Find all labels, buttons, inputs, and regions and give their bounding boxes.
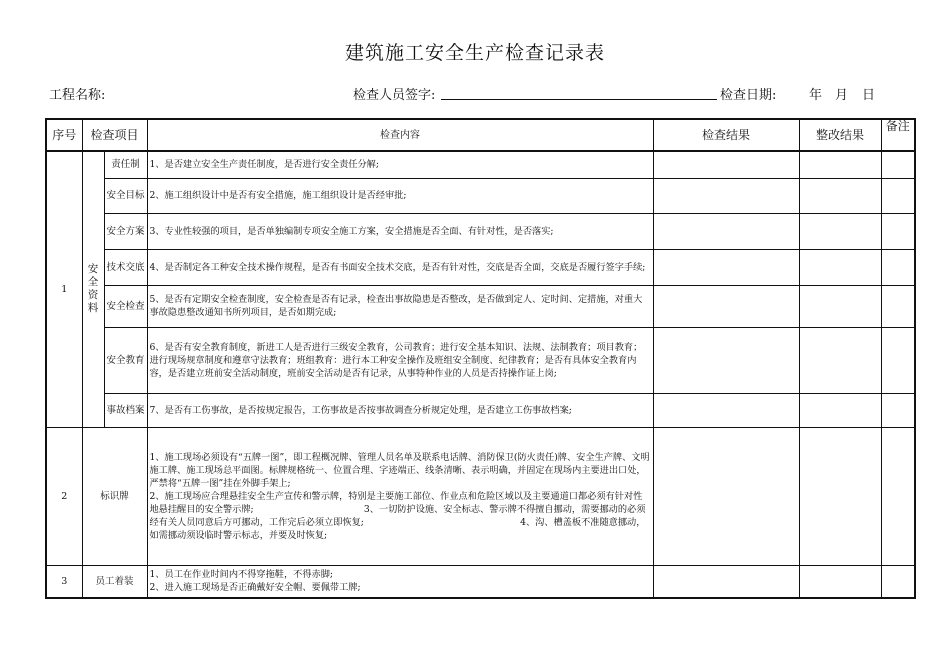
- date-month-label: 月: [835, 88, 849, 103]
- note-cell[interactable]: [881, 151, 915, 178]
- header-result: 检查结果: [653, 119, 799, 151]
- rectify-cell[interactable]: [799, 213, 881, 249]
- section2-item: 标识牌: [82, 427, 147, 565]
- sub-item-label: 安全方案: [104, 213, 147, 249]
- sub-item-label: 安全目标: [104, 178, 147, 213]
- table-row: [46, 249, 915, 285]
- table-row: [46, 393, 915, 427]
- section3-seq: 3: [46, 565, 82, 598]
- section1-category-cell: [82, 151, 104, 427]
- table-row: [46, 327, 915, 393]
- rectify-cell[interactable]: [799, 285, 881, 327]
- note-cell[interactable]: [881, 393, 915, 427]
- check-content: 1、员工在作业时间内不得穿拖鞋，不得赤脚; 2、进入施工现场是否正确戴好安全帽、要佩带工牌;: [147, 565, 653, 598]
- table-row: [46, 151, 915, 178]
- header-note: 备注: [881, 119, 915, 151]
- signature-line[interactable]: [441, 99, 717, 100]
- inspection-date-label: 检查日期:: [720, 88, 777, 103]
- result-cell[interactable]: [653, 427, 799, 565]
- result-cell[interactable]: [653, 285, 799, 327]
- sub-item-label: 事故档案: [104, 393, 147, 427]
- date-day-label: 日: [862, 88, 876, 103]
- check-content: 1、是否建立安全生产责任制度，是否进行安全责任分解;: [147, 151, 653, 178]
- sub-item-label: 责任制: [104, 151, 147, 178]
- rectify-cell[interactable]: [799, 151, 881, 178]
- note-cell[interactable]: [881, 427, 915, 565]
- note-cell[interactable]: [881, 178, 915, 213]
- project-name-label: 工程名称:: [49, 88, 106, 103]
- check-content: 1、施工现场必须设有“五牌一图”，即工程概况牌、管理人员名单及联系电话牌、消防保卫(防火责任)牌、安全生产牌、文明施工牌、施工现场总平面图。标牌规格统一、位置合理、字迹端正、线条清晰、表示明确，并固定在现场内主要进出口处，严禁将“五牌一图”挂在外脚手架上; 2、施工现场应合理悬挂安全生产宣传和警示牌，特别是主要施工部位、作业点和危险区域以及主要通道口都必须有针对性地悬挂醒目的安全警示牌; 3、一切防护设施、安全标志、警示牌不得擅自挪动，需要挪动的必须经有关人员同意后方可挪动，工作完后必须立即恢复; 4、沟、槽盖板不准随意挪动，如需挪动须设临时警示标志，并要及时恢复;: [147, 427, 653, 565]
- section1-category: 安全资料: [87, 263, 99, 315]
- rectify-cell[interactable]: [799, 393, 881, 427]
- note-cell[interactable]: [881, 249, 915, 285]
- result-cell[interactable]: [653, 327, 799, 393]
- note-cell[interactable]: [881, 327, 915, 393]
- note-cell[interactable]: [881, 213, 915, 249]
- result-cell[interactable]: [653, 393, 799, 427]
- check-content: 5、是否有定期安全检查制度，安全检查是否有记录，检查出事故隐患是否整改，是否做到定人、定时间、定措施，对重大事故隐患整改通知书所列项目，是否如期完成;: [147, 285, 653, 327]
- sub-item-label: 安全检查: [104, 285, 147, 327]
- rectify-cell[interactable]: [799, 565, 881, 598]
- header-item: 检查项目: [82, 119, 147, 151]
- header-seq: 序号: [46, 119, 82, 151]
- table-row: [46, 285, 915, 327]
- check-content: 4、是否制定各工种安全技术操作规程，是否有书面安全技术交底，是否有针对性，交底是否全面，交底是否履行签字手续;: [147, 249, 653, 285]
- date-year-label: 年: [809, 88, 823, 103]
- note-cell[interactable]: [881, 565, 915, 598]
- header-rectify: 整改结果: [799, 119, 881, 151]
- section1-seq: 1: [46, 151, 82, 427]
- inspection-table: [45, 118, 916, 599]
- check-content: 2、施工组织设计中是否有安全措施，施工组织设计是否经审批;: [147, 178, 653, 213]
- header-content: 检查内容: [147, 119, 653, 151]
- check-content: 7、是否有工伤事故，是否按规定报告，工伤事故是否按事故调查分析规定处理，是否建立工伤事故档案;: [147, 393, 653, 427]
- result-cell[interactable]: [653, 151, 799, 178]
- table-row: [46, 427, 915, 565]
- result-cell[interactable]: [653, 178, 799, 213]
- section3-item: 员工着装: [82, 565, 147, 598]
- table-header-row: [46, 119, 915, 151]
- result-cell[interactable]: [653, 213, 799, 249]
- sub-item-label: 技术交底: [104, 249, 147, 285]
- rectify-cell[interactable]: [799, 427, 881, 565]
- rectify-cell[interactable]: [799, 249, 881, 285]
- rectify-cell[interactable]: [799, 178, 881, 213]
- check-content: 6、是否有安全教育制度，新进工人是否进行三级安全教育，公司教育；进行安全基本知识、法规、法制教育；项目教育；进行现场规章制度和遵章守法教育；班组教育：进行本工种安全操作及班组安全制度、纪律教育；是否有具体安全教育内容，是否建立班前安全活动制度，班前安全活动是否有记录，从事特种作业的人员是否持操作证上岗;: [147, 327, 653, 393]
- result-cell[interactable]: [653, 249, 799, 285]
- check-content: 3、专业性较强的项目，是否单独编制专项安全施工方案，安全措施是否全面、有针对性，是否落实;: [147, 213, 653, 249]
- rectify-cell[interactable]: [799, 327, 881, 393]
- note-cell[interactable]: [881, 285, 915, 327]
- sub-item-label: 安全教育: [104, 327, 147, 393]
- section2-seq: 2: [46, 427, 82, 565]
- result-cell[interactable]: [653, 565, 799, 598]
- inspector-signature-label: 检查人员签字:: [353, 88, 436, 103]
- table-row: [46, 178, 915, 213]
- table-row: [46, 565, 915, 598]
- table-row: [46, 213, 915, 249]
- page-title: 建筑施工安全生产检查记录表: [344, 42, 605, 64]
